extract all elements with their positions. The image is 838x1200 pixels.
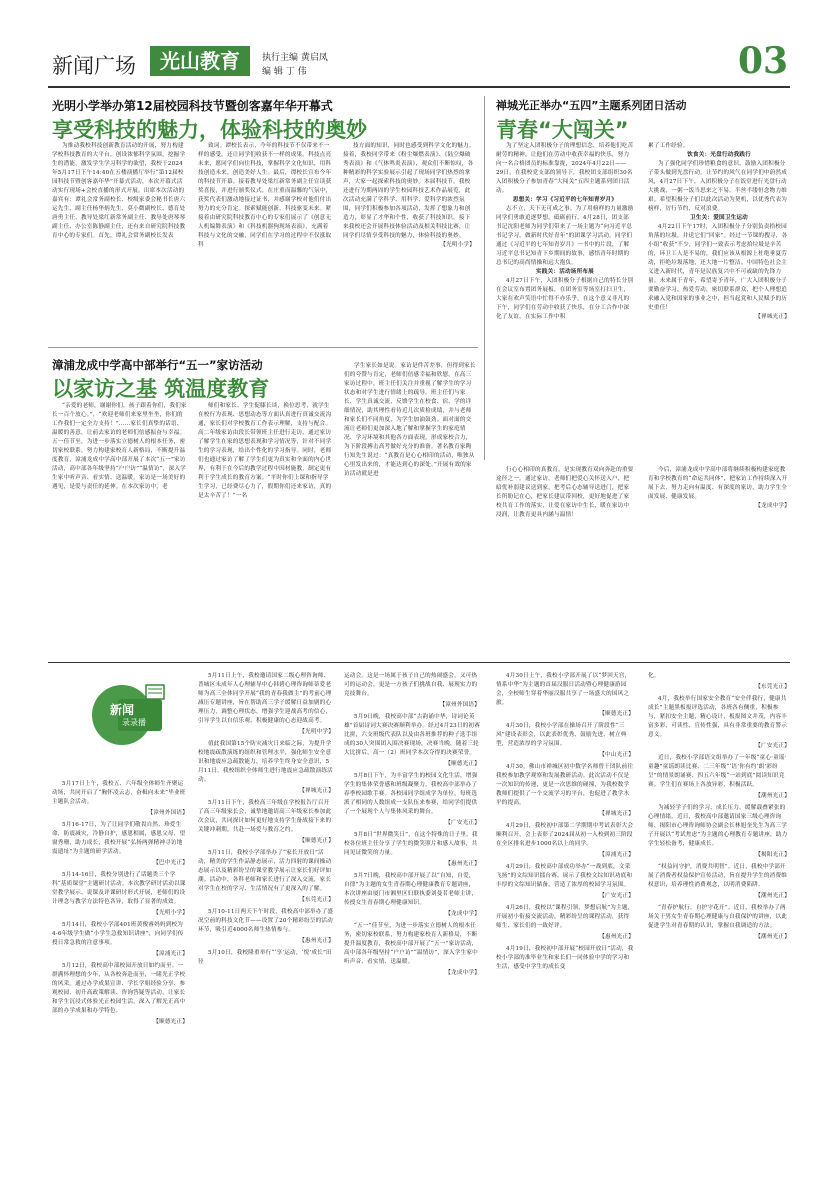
article2-sub1: 思想关：学习《习近平的七年知青岁月》 (512, 197, 618, 203)
article1-kicker: 光明小学举办第12届校园科技节暨创客嘉年华开幕式 (52, 99, 333, 113)
brief-item: 5月11日下午，我校高三年级在学校报告厅召开了高三年级家长会，诚挚地邀请高三年级家长参加此次会议，共同探讨如何更好地支持学生备战接下来的关键冲刺期，共赴一场爱与教育之约。 【顺德光正】 (198, 800, 334, 844)
article3-col2: 师们和家长、学生促膝长谈，换位思考，就学生在校行为表现、思想动态等方面认真进行真诚交流沟通，家长们对学校教育工作表示理解，支持与配合。高二年级家访由段长带领班主任进行走访，通过家访了解学生在家的思想表现和学习情况等，针对不同学生的学习表现，给出个性化的学习指导。同时，老师们也通过家访了解了学生们更为真实和全面的内心世界，有利于在今后的教学过程中因材施教，制定更有利于学生成长的教育方案。“平时你们上课和指导学生学习，已经费尽心力了，假期你们还来家访，真的是太辛苦了！”一名 (198, 403, 332, 499)
article3-kicker: 漳浦龙成中学高中部举行“五一”家访活动 (52, 358, 263, 372)
editor-credit-2: 编 辑 丁 伟 (262, 67, 307, 77)
brief-item: 4月19日，我校初中部开展“校园开放日”活动，我校小学部的准毕业生和家长们一同体验中学的学习和生活，感受中学生的成长变 (496, 946, 634, 970)
brief-item: 4月30，佛山市禅城区初中数学名师曾干团队前往我校参加教学观察和发展教研活动。此次活动不仅是一次知识的传递，更是一次思维的碰撞，为我校数学教师们提供了一个交流学习的平台，也促进了教学水平的提高。 【禅城光正】 (496, 764, 634, 817)
brief-item: 5月8日“世界微笑日”，在这个特殊的日子里，我校各位班主任分享了学生的微笑照片和感人故事，共同见证微笑的力量。 【惠州光正】 (344, 832, 480, 867)
brief-item: 近日，我校小学部语文组举办了一年级“童心·童谣·童趣”童谣朗读比赛、二三年级“‘语’你有约‘朗’彩纷呈”的情景朗诵赛、四五六年级“一站到底”阅读知识竞赛。学生们在赛场上各放异彩，积极活跃。 【潮州光正】 (648, 755, 790, 799)
brief-item: 5月17日上午，我校五、六年级全体师生齐聚运动场，共同开启了“胸怀凌云志，奋楫向未来”毕业班主题队会活动。 【漳州外国语】 (52, 781, 188, 816)
brief-item: “五一”佳节至，为进一步落实立德树人的根本任务，密切家校联系，努力构建家校育人新格局，不断提升温度教育，我校高中部开展了“五一”家访活动，高中部各年级坚持“户户访”“温情访”，深入学生家中听声音、看实情、送温暖。 【龙成中学】 (344, 923, 480, 976)
section-title: 新闻广场 (52, 54, 136, 78)
brief-item: “青春护航行，自护守花开”。近日，我校举办了两场关于男女生青春期心理健康与自我保护的讲座，以此促进学生对青春期的认识，掌握自我调适的方法。 【潮州光正】 (648, 905, 790, 940)
briefs-top-rule (48, 662, 790, 663)
article2-kicker: 禅城光正举办“五四”主题系列团日活动 (496, 99, 687, 112)
briefs-col2 (198, 672, 334, 1172)
article3-sign: 【龙成中学】 (755, 503, 790, 509)
article2-headline: 青春“大闯关” (496, 118, 629, 142)
article1-headline: 享受科技的魅力，体验科技的奥妙 (52, 118, 367, 142)
article2-sub2: 实践关：活动场所布展 (536, 269, 594, 275)
page-number: 03 (738, 40, 789, 82)
brief-item: 5月11日，我校小学部举办了“家长开放日”活动，精美的学生作品静态展示，活力四射的课间操动态展示以及精彩纷呈的课堂教学展示让家长们好评如潮。活动中，各科老师和家长进行了深入交流，家长对学生在校的学习、生活情况有了更深入的了解。 【东莞光正】 (198, 850, 334, 903)
brief-item: 5月12日，我校高中部校园开放日如约而至。一群满怀理想的少年，从各校奔赴而至，一睹光正学校的风采。通过办学成果宣讲、学长学姐经验分享、参观校园、初升高政策解读、咨询答疑等活动，让家长和学生沉浸式体验光正校园生活，深入了解光正高中部的办学成果和办学特色。 【顺德光正】 (52, 963, 188, 1025)
article1-col1: 为推动我校科技创新教育活动的开展，努力构建学校科技教育的大平台，创设浓郁科学氛围，挖掘学生的潜能，激发学生学习科学的欲望，我校于2024年5月17日下午14:40在五楼演播厅举行“第12届校园科技节暨创客嘉年华”开幕式活动，本次开幕式活动实行现场+会校直播的形式开展。出席本次活动的嘉宾有：谭礼会常务副校长、校级家委会秘书长唐六运先生、副主任杨华炳先生、莫小微副校长、德育处唐勇主任、教导处梁红新常务副主任、教导处唐琴琴副主任、办公室陈静副主任，还有来自研究院科技教育中心的专家们。首先，谭礼会常务副校长发表 (52, 143, 186, 239)
brief-item: 5月10-11日两天下午时段，我校高中部举办了盛况空前的科技文化节——设置了20个精彩纷呈的活动环节，吸引近4000名师生热情参与。 【惠州光正】 (198, 909, 334, 944)
article3-col4: 行心心相印的真教育，是实现教育双向奔赴的重要途径之一。通过家访，老师们把爱心关怀送入户，把暗优补弱建议送到家，把考后心态辅导送进门，把家长所盼记在心，把家长建议带回校，更好地促进了家校共育工作的落实，让爱在家访中生长，暖在家访中浸润，让教育更具内涵与温情！ (496, 467, 634, 518)
brief-item: 4月30日上午，我校小学部开展了以“梦回天宫，情系中华”为主题的首届汉服日活动暨心理健康游园会，全校师生穿着华丽汉服共享了一场盛大的国风之旅。 【顺德光正】 (496, 673, 634, 717)
brief-item: 5月11日上午，我校邀请国家二级心理咨询师、普城区未成年人心理辅导中心韩碧心理咨询师蒂爱老师为高三全体同学开展“我的青春我做主”的考前心理减压专题讲座，旨在帮助高三学子缓解日益加剧的心理压力，调整心理状态，增强学生迎战高考的信心，引导学生以自信乐观、积极健康的心态迎战高考。 【光明中学】 (198, 673, 334, 735)
brief-item: 4月，我校举行国家安全教育“安全伴我行，健康共成长”主题黑板报评选活动，各班各有侧重，积极参与，紧扣安全主题，精心设计，板报图文并茂，内容丰富多彩，可读性、宣传性强，具有非常重要的教育警示意义。 【广安光正】 (648, 696, 790, 749)
brief-item: 5月14日，我校小学部401班黄俊睿妈妈到校为4-6年级学生做“小学生急救知识讲座”，向同学们传授日常急救的注意事项。 【漳浦光正】 (52, 922, 188, 957)
briefs-col1 (52, 780, 188, 1170)
article1-col3: 技方面的知识，同时也感受到科学文化的魅力。接着，我校同学带来《粉尘爆燃表演》、《陆空爆破秀表演》和《气体鸣炎表演》，观众们不断惊叹，各种精彩的科学实验展示引起了现场同学们热烈的掌声，大家一起探索科技的奥妙。本届科技节，我校还进行为期两周的学生校园科技艺术作品展览，此次活动充满了学科学、用科学、爱科学的浓烈氛围，同学们积极参加各项活动，发挥了想象力和创造力，彰显了才华和个性，收获了科技知识。接下来我校还会开展科技体验活动及相关科技比赛，让同学们尽情享受科技的魅力，体验科技的奥妙。 【光明小学】 (343, 143, 475, 248)
brief-item: 4月26日，我校以“课程引领，梦想启航”为主题，开展初小衔接交流活动，精彩纷呈的课程活动，获得师生、家长们的一致好评。 【惠州光正】 (496, 905, 634, 940)
badge-line2: 录录播 (122, 718, 146, 727)
article3-col5: 今后，漳浦龙成中学高中部将继续积极构建家庭教育和学校教育的“命运共同体”，把家访工作持续深入开展下去，努力走向有温度、有深度的家访，助力学生全面发展、健康发展。 【龙成中学】 (648, 467, 790, 509)
article2-col2: 累了工作经验。 饮食关：光盘行动我践行 为了强化同学们珍惜粮食的意识，鼓励入团积极分子带头做到光盘行动，让节约的风气在同学们中蔚然成风，4月27日下午，入团积极分子在饭堂进行光盘行动大挑战，一粥一饭当思来之不易，半丝半缕恒念物力维艰。希望积极分子们以此次活动为契机，以优秀代表为榜样，厉行节约，反对浪费。 卫生关：爱国卫生运动 4月22日下午17时，入团积极分子分别负责拾校园角落的垃圾，并送它们“回家”。经过一节课的搜寻，各小组“收获”不少，同学们一致表示考虑拾垃圾是辛苦的，环卫工人是不易的，我们应该从根源上杜绝垂夏劳动，拒绝垃圾落地，还大地一片整洁。中国特色社会主义进入新时代，青年是民族复兴中不可或缺的先锋力量。未来属于青年，希望寄予青年，广大入团积极分子要勤奋学习，热爱劳动，密切联系群众，把个人理想追求融入党和国家的事业之中，担当起党和人民赋予的历史重任！ 【禅城光正】 (648, 143, 790, 320)
brief-item: 5月10日，我校隆重举行“‘享’运动，‘悦’成长”田径 (198, 950, 332, 965)
news-badge (88, 675, 174, 755)
article3-headline: 以家访之基 筑温度教育 (52, 377, 270, 401)
briefs-col3 (344, 672, 480, 1172)
brief-item: 5月7日晚，我校高中部开展了以“自知，自爱，自律”为主题的女生青春期心理健康教育专题讲座，本次讲座由厦门市湘里区妇联执委刘曼茗老师主讲，传授女生青春期心理健康知识。 【龙成中学】 (344, 873, 480, 917)
brief-item: 4月30日，我校小学部在操场召开了阶段性“三风”建设表彰会，以此表彰优秀、鼓励先进、树立典型，营造浓厚的学习氛围。 【中山光正】 (496, 723, 634, 758)
brief-item: 5月9日晚，我校高中部“古韵诵中华，诗词论英雄”首届诗词大赛决赛顺利举办。经过4月23日的初赛比拼，六支班级代表队以及由各班推荐的种子选手组成的30人突围团入围决赛现场，决赛当晚，随着三轮大比拼后，高一（2）班同学本次夺得的决赛荣誉。 【顺德光正】 (344, 714, 480, 767)
briefs-col5 (648, 672, 790, 1172)
brief-item: 化。 【东莞光正】 (648, 673, 790, 690)
brief-item: 5月14-16日，我校分别进行了话题类三个学科“基质课堂”主题研讨活动。本次教学研讨活动以课堂教学展示、说课及评课研讨形式开展，老师们的设计理念与教学方法特色各异，取得了显著的成效。 【光明小学】 (52, 872, 188, 916)
article3-col3: 学生家长如是说。家访是件苦差事，但得到家长们的夸赞与肯定，老师们倍感幸福和欣慰。在高三家访过程中，班主任们关注并重视了解学生的学习状态和对学生进行情绪上的疏导。班主任们与家长、学生真诚交流、反馈学生在校食、宿、学的详细情况，助其理性看待近几次质检成绩，并与老师和家长们不同角度，为学生加油鼓劲。面对面的交流让老师们更加深入地了解和掌握学生的家庭情况、学习环境和其他各方面表现，形成家校合力，为下阶段搏击高考做好充分的准备。著名教育家陶行知先生说过：“真教育是心心相印的活动，唯独从心里发出来的，才能达到心的深处。”开展有效的家访活动就是进 (344, 363, 476, 477)
brief-item: 值此我国第15个防灾减灾日来临之际，为提升学校地震疏散演练的组织和管理水平，强化师生安全意识和地震应急疏散能力，培养学生终身安全意识，5月11日，我校组织全体师生进行地震应急疏散演练活动。 【禅城光正】 (198, 741, 334, 794)
article2-sub3: 饮食关：光盘行动我践行 (687, 152, 751, 158)
briefs-col4 (496, 672, 634, 1172)
brief-item: 为减轻学子们的学习、成长压力，缓解载叠紧张的心理情绪，近日，我校高中部邀请国家三级心理咨询师、揭阳市心理咨询师协会副会长林旭奎先生为高三学子开展以“考试焦虑”为主题的心理教育专题讲座，助力学生轻松备考，健康成长。 【揭阳光正】 (648, 805, 790, 858)
brief-item: 运动会。这是一场属于孩子自己的热闹盛会，又可热可的运动会，更是一方孩子们挑战自我、展现实力的竞技舞台。 【漳州外国语】 (344, 673, 480, 708)
vertical-divider (484, 96, 485, 460)
brief-item: 5月8日下午，为丰富学生的校园文化生活，增强学生的集体荣誉感和班级凝聚力，我校高中部举办了春季校园歌手赛。各校园同学组成学为单位，每班选派了相同的人数组成一支队伍来参赛，给同学们提供了一个展现个人与集体风采的舞台。 【广安光正】 (344, 773, 480, 826)
brief-item: 4月29日，我校高中部成功举办“一战到底，文采飞扬”的文综知识擂台赛。展示了我校文综知识功底和丰厚的文综知识储备，营造了浓厚的校园学习氛围。 【广安光正】 (496, 864, 634, 899)
masthead-logo: 光山教育 (150, 46, 250, 76)
brief-item: 5月16-17日，为了让同学们敬畏自然、珍爱生命，防震减灾，冷静自护，感恩相属，感恩父母，望窗秀珊，助力成长，我校开展“弘扬两弹精神寻访地震遗址”为主题的研学活动。 【巴中光正】 (52, 822, 188, 866)
brief-item: 4月29日，我校初中部第二学期期中考试表彰大会顺利召开，会上表彰了2024届从初一入校到初三阶段在全区排名进步1000名以上的同学。 【漳浦光正】 (496, 823, 634, 858)
article2-sub4: 卫生关：爱国卫生运动 (690, 215, 748, 221)
article2-sign: 【禅城光正】 (755, 314, 790, 320)
article3-top-rule (48, 347, 478, 348)
brief-item: “权益同守护，消费共明智”。近日，我校中学部开展了消费者权益保护宣传活动，旨在提升学生的消费维权意识，培养理性消费观念，以明消费陷阱。 【潮州光正】 (648, 864, 790, 899)
article2-col1: 为了坚定入团积极分子的理想信念，培养他们吃苦耐劳的精神，让他们在劳动中收获幸福的快乐，努力向一名合格团员的标准靠拢，2024年4月22日——29日，在我校党支部的领导下，我校团支部组织30名入团积极分子参加青春“大闯关”五四主题系列团日活动。 思想关：学习《习近平的七年知青岁月》 志不立，天下无可成之事。为了用榜样的力量激励同学们勇敢追逐梦想，砥砺前行，4月28日，团支部书记沈阳老师为同学们带来了一场主题为“向习近平总书记学习，做新时代好青年”的团课学习活动。同学们通过《习近平的七年知青岁月》一书中的片段，了解习近平总书记知青下乡期间的故事，感悟青年时期的总书记的高尚情操和远大抱负。 实践关：活动场所布展 4月27日下午，入团积极分子根据自己的特长分别在会议室布置团务展板，在团务室等场室打扫卫生，大家在欢声笑语中忙得不亦乐乎，在这个意义非凡的下午，同学们在劳动中收获了快乐，在分工合作中深化了友谊，在实际工作中积 (496, 143, 634, 320)
header-rule (48, 86, 790, 88)
editor-credit-1: 执行主编 黄启凤 (262, 53, 328, 63)
article1-col2: 致词。谭校长表示，今年的科技节不仅带来不一样的感受，还让同学们收获不一样的成果。科技点亮未来，愿同学们向往科技，掌握科学文化知识，用科技创造未来，创造美好人生。最后，谭校长宣布今年的科技节开幕。接着教导处梁红新常务副主任宣读获奖喜报，并进行颁奖仪式。在庄重而温馨的气氛中，获奖代表们激动地接过证书，并感谢学校对他们付出努力的充分肯定。探索赋能创新，科技驱变未来。紧接着由研究院科技教育中心的专家们展示了《创意无人机编舞表演》和《科技机器狗现场表演》，充满着科技与文化的交融，同学们在学习的过程中不仅涨取科 (198, 143, 332, 248)
badge-line1: 新闻 (110, 703, 135, 717)
article1-sign: 【光明小学】 (440, 242, 475, 248)
article3-col1: “亲爱的老师，谢谢你们，孩子跟着你们，我们家长一百个放心。”，“欢迎老师们来家里坐坐，你们的工作我们一定全力支持！”……家长们真挚的话语、温暖的善意，让前去家访的老师们倍感振奋与幸福。五一佳节至，为进一步落实立德树人的根本任务，密切家校联系，努力构建家校育人新格局，不断提升温度教育，漳浦龙成中学高中部开展了本次“五一”家访活动，高中部各年级坚持“户户访”“温情访”，深入学生家中听声音、看实情、送温暖。家访是一场美好的遇见，是爱与责任的延伸。在本次家访中，老 (52, 403, 187, 490)
